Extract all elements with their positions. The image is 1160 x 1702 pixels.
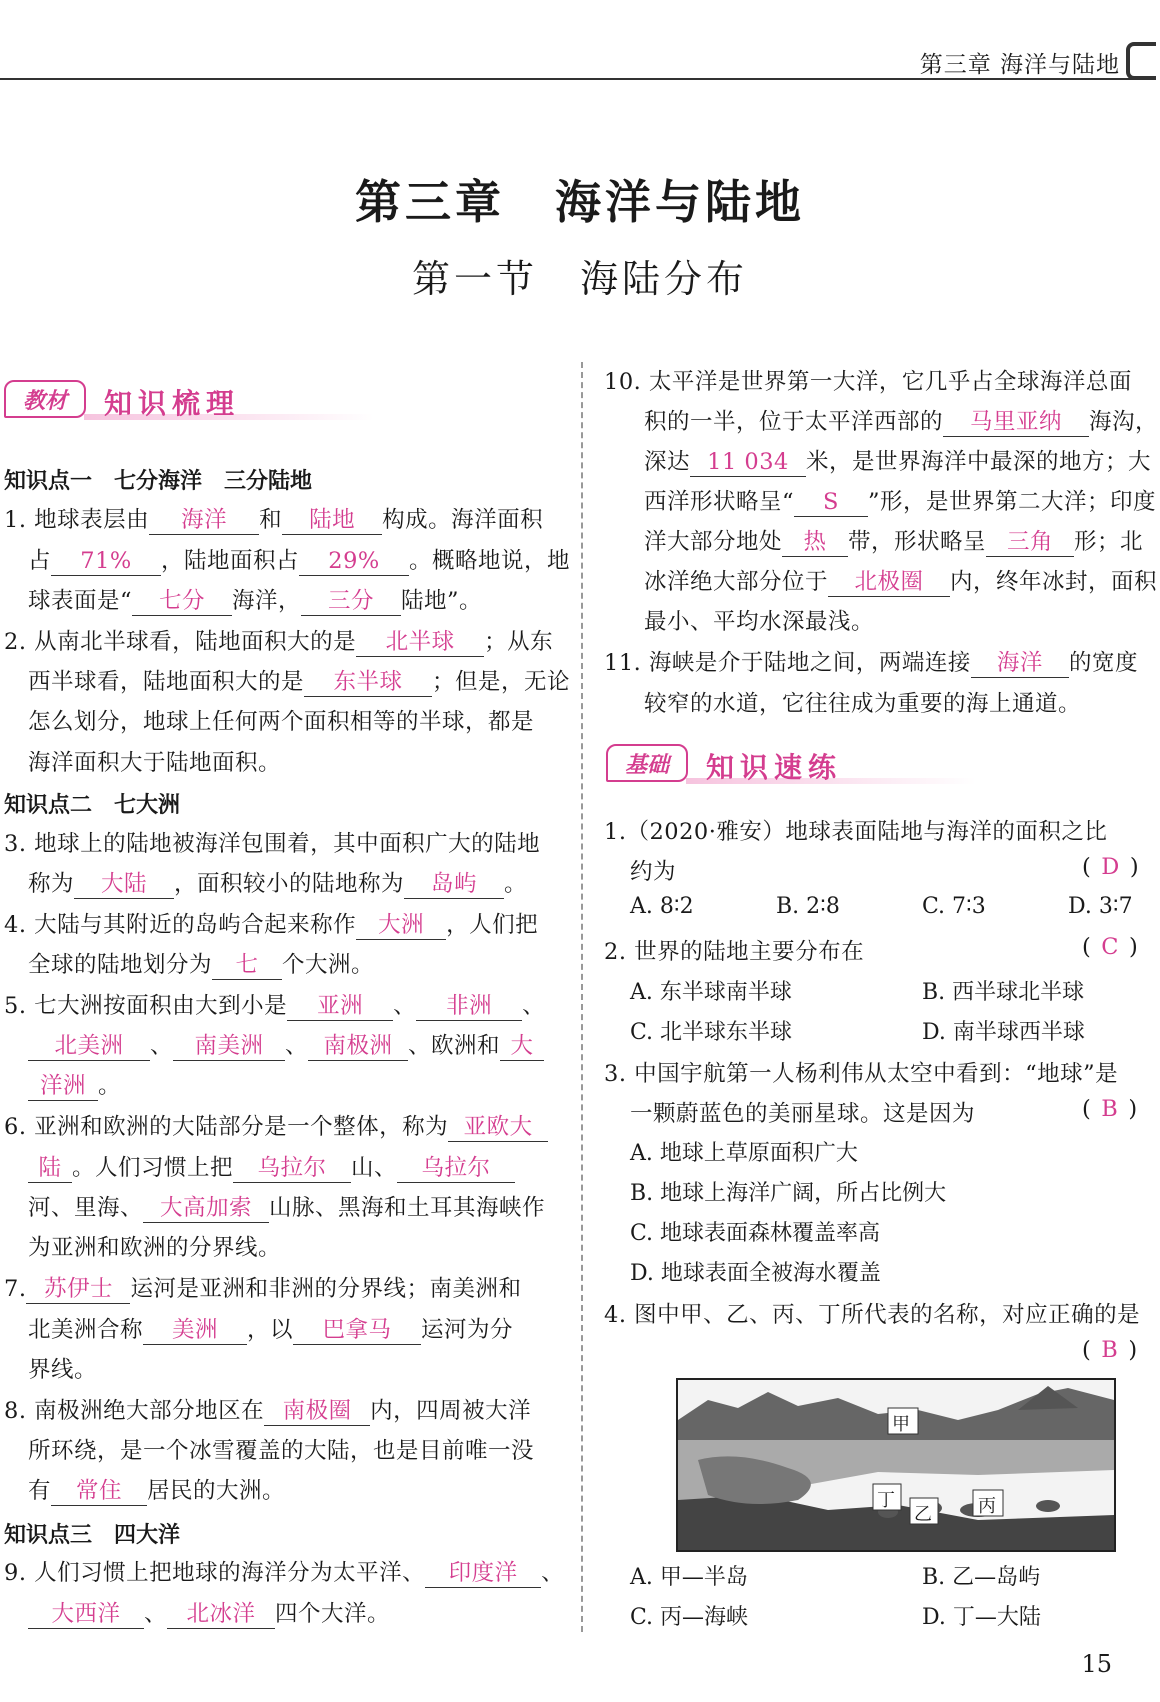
q10-text: 米，是世界海洋中最深的地方；大 xyxy=(806,449,1152,475)
figure-label-ding: 丁 xyxy=(877,1490,895,1511)
q10-line1: 10. 太平洋是世界第一大洋，它几乎占全球海洋总面 xyxy=(604,369,1132,395)
q6-line4: 为亚洲和欧洲的分界线。 xyxy=(28,1235,282,1261)
column-divider xyxy=(581,362,583,1632)
q9-text: 、 xyxy=(144,1601,168,1627)
q9-text: 、 xyxy=(541,1560,565,1586)
mc2-option-b: B. 西半球北半球 xyxy=(922,980,1085,1005)
section-mark-icon xyxy=(1126,42,1156,80)
q1-text: 和 xyxy=(259,507,283,533)
mc4-option-b: B. 乙—岛屿 xyxy=(922,1565,1041,1590)
q1-text: 海洋， xyxy=(232,588,302,614)
q10-fill: 11 034 xyxy=(690,449,806,477)
page-number: 15 xyxy=(1081,1650,1112,1678)
q6-text: 6. 亚洲和欧洲的大陆部分是一个整体，称为 xyxy=(4,1114,449,1140)
q4-text: 全球的陆地划分为 xyxy=(28,952,213,978)
q2-text: 2. 从南北半球看，陆地面积大的是 xyxy=(4,629,357,655)
q2-text: ；但是，无论 xyxy=(432,669,571,695)
q4-line2 xyxy=(28,947,374,980)
q6-fill: 乌拉尔 xyxy=(397,1155,515,1183)
q5-fill: 非洲 xyxy=(416,993,522,1021)
mc4-stem: 4. 图中甲、乙、丙、丁所代表的名称，对应正确的是 xyxy=(604,1302,1141,1328)
q6-line1 xyxy=(4,1109,548,1142)
banner-tag: 基础 xyxy=(606,744,688,782)
q10-fill: 北极圈 xyxy=(828,569,950,597)
landscape-figure xyxy=(676,1378,1116,1552)
q7-fill: 美洲 xyxy=(143,1317,247,1345)
q10-line2 xyxy=(644,404,1158,437)
mc3-option-a: A. 地球上草原面积广大 xyxy=(630,1141,858,1166)
q7-text: 运河为分 xyxy=(421,1317,514,1343)
q5-fill: 南美洲 xyxy=(173,1033,285,1061)
q9-line2 xyxy=(28,1596,390,1629)
q8-line2: 所环绕，是一个冰雪覆盖的大陆，也是目前唯一没 xyxy=(28,1438,535,1464)
q1-fill: 三分 xyxy=(301,588,401,616)
q1-fill: 七分 xyxy=(132,588,232,616)
q3-line1: 3. 地球上的陆地被海洋包围着，其中面积广大的陆地 xyxy=(4,831,541,857)
q1-line2 xyxy=(28,543,570,576)
q6-text: 山、 xyxy=(351,1155,398,1181)
q2-line2 xyxy=(28,664,570,697)
q9-fill: 印度洋 xyxy=(425,1560,541,1588)
mc1-stem: 1.（2020·雅安）地球表面陆地与海洋的面积之比 xyxy=(604,819,1108,845)
mc3-option-c: C. 地球表面森林覆盖率高 xyxy=(630,1221,881,1246)
q1-fill: 29% xyxy=(299,548,409,576)
q5-text: 5. 七大洲按面积由大到小是 xyxy=(4,993,288,1019)
q2-line1 xyxy=(4,624,553,657)
mc4-option-c: C. 丙—海峡 xyxy=(630,1605,749,1630)
q7-fill: 苏伊士 xyxy=(26,1276,130,1304)
q5-fill: 南极洲 xyxy=(308,1033,408,1061)
q8-text: 有 xyxy=(28,1478,52,1504)
q8-text: 8. 南极洲绝大部分地区在 xyxy=(4,1398,265,1424)
q5-text: 。 xyxy=(98,1073,122,1099)
q10-line5 xyxy=(644,524,1143,557)
page-header xyxy=(0,0,1160,82)
q10-text: 冰洋绝大部分位于 xyxy=(644,569,829,595)
q10-fill: 热 xyxy=(782,529,848,557)
mc4-answer-value: B xyxy=(1101,1337,1119,1363)
figure-label-yi: 乙 xyxy=(914,1504,932,1525)
q8-line3 xyxy=(28,1473,285,1506)
knowledge-point-3: 知识点三 四大洋 xyxy=(4,1523,181,1548)
mc1-answer: ( D ) xyxy=(1082,854,1140,880)
q7-text: ，以 xyxy=(247,1317,294,1343)
mc2-answer: ( C ) xyxy=(1082,934,1139,960)
q4-fill: 大洲 xyxy=(356,912,446,940)
q2-line4: 海洋面积大于陆地面积。 xyxy=(28,750,282,776)
q9-line1 xyxy=(4,1555,564,1588)
q6-line2 xyxy=(28,1150,515,1183)
q8-text: 内，四周被大洋 xyxy=(370,1398,532,1424)
q5-fill: 亚洲 xyxy=(287,993,393,1021)
q5-text: 、 xyxy=(393,993,417,1019)
q10-line3 xyxy=(644,444,1151,477)
q5-fill: 北美洲 xyxy=(28,1033,150,1061)
mc2-option-a: A. 东半球南半球 xyxy=(630,980,792,1005)
mc2-option-c: C. 北半球东半球 xyxy=(630,1020,793,1045)
q3-text: 称为 xyxy=(28,871,75,897)
q5-text: 、 xyxy=(150,1033,174,1059)
q7-fill: 巴拿马 xyxy=(293,1317,421,1345)
figure-label-jia: 甲 xyxy=(892,1414,910,1435)
q10-text: 西洋形状略呈“ xyxy=(644,489,795,515)
q6-fill: 陆 xyxy=(28,1155,72,1183)
q9-text: 四个大洋。 xyxy=(275,1601,391,1627)
banner-label: 知识梳理 xyxy=(104,387,241,420)
q11-text: 的宽度 xyxy=(1068,650,1138,676)
q4-fill: 七 xyxy=(212,952,282,980)
q4-text: 4. 大陆与其附近的岛屿合起来称作 xyxy=(4,912,357,938)
mc4-option-a: A. 甲—半岛 xyxy=(630,1565,748,1590)
q3-text: ，面积较小的陆地称为 xyxy=(174,871,405,897)
q10-fill: 马里亚纳 xyxy=(943,409,1089,437)
q1-text: ，陆地面积占 xyxy=(161,548,300,574)
knowledge-point-2: 知识点二 七大洲 xyxy=(4,793,181,818)
q2-fill: 北半球 xyxy=(356,629,484,657)
mc1-answer-value: D xyxy=(1101,854,1120,880)
q10-text: 形；北 xyxy=(1074,529,1144,555)
mc4-answer: ( B ) xyxy=(1082,1337,1138,1363)
q1-text: 构成。海洋面积 xyxy=(382,507,544,533)
q9-fill: 大西洋 xyxy=(28,1601,144,1629)
q1-fill: 海洋 xyxy=(149,507,259,535)
mc1-stem2: 约为 xyxy=(630,859,677,885)
mc3-option-d: D. 地球表面全被海水覆盖 xyxy=(630,1261,881,1286)
q10-text: ”形，是世界第二大洋；印度 xyxy=(868,489,1157,515)
q1-fill: 71% xyxy=(51,548,161,576)
q5-fill: 大 xyxy=(500,1033,544,1061)
mc3-stem2: 一颗蔚蓝色的美丽星球。这是因为 xyxy=(630,1101,976,1127)
section-title: 第一节 海陆分布 xyxy=(411,257,748,301)
q10-fill: 三角 xyxy=(986,529,1074,557)
q4-text: ，人们把 xyxy=(446,912,539,938)
banner-quick-practice xyxy=(606,742,976,786)
q10-text: 积的一半，位于太平洋西部的 xyxy=(644,409,944,435)
q6-fill: 亚欧大 xyxy=(448,1114,548,1142)
q1-text: 占 xyxy=(28,548,52,574)
q8-line1 xyxy=(4,1393,531,1426)
mc2-answer-value: C xyxy=(1101,934,1119,960)
q2-text: 西半球看，陆地面积大的是 xyxy=(28,669,305,695)
q2-line3: 怎么划分，地球上任何两个面积相等的半球，都是 xyxy=(28,709,535,735)
q10-text: 内，终年冰封，面积 xyxy=(950,569,1158,595)
q9-text: 9. 人们习惯上把地球的海洋分为太平洋、 xyxy=(4,1560,426,1586)
q2-fill: 东半球 xyxy=(304,669,432,697)
q6-text: 河、里海、 xyxy=(28,1195,144,1221)
q5-text: 、 xyxy=(522,993,546,1019)
q3-line2 xyxy=(28,866,527,899)
q10-line6 xyxy=(644,564,1157,597)
q10-line7: 最小、平均水深最浅。 xyxy=(644,609,875,635)
mc3-option-b: B. 地球上海洋广阔，所占比例大 xyxy=(630,1181,947,1206)
mc2-stem: 2. 世界的陆地主要分布在 xyxy=(604,939,865,965)
running-head: 第三章 海洋与陆地 xyxy=(919,52,1120,78)
q10-text: 海沟， xyxy=(1089,409,1159,435)
banner-tag: 教材 xyxy=(4,380,86,418)
q5-fill: 洋洲 xyxy=(28,1073,98,1101)
q8-fill: 常住 xyxy=(51,1478,147,1506)
mc1-option-d: D. 3∶7 xyxy=(1068,894,1133,919)
q11-fill: 海洋 xyxy=(971,650,1069,678)
mc1-option-a: A. 8∶2 xyxy=(630,894,694,919)
mc1-option-b: B. 2∶8 xyxy=(776,894,840,919)
q5-line1 xyxy=(4,988,545,1021)
banner-label: 知识速练 xyxy=(706,751,843,784)
q1-text: 陆地”。 xyxy=(401,588,483,614)
q11-text: 11. 海峡是介于陆地之间，两端连接 xyxy=(604,650,971,676)
mc3-answer-value: B xyxy=(1101,1096,1119,1122)
landscape-illustration xyxy=(678,1380,1114,1550)
q7-line1 xyxy=(4,1271,521,1304)
q7-text: 北美洲合称 xyxy=(28,1317,144,1343)
q4-line1 xyxy=(4,907,538,940)
mc2-option-d: D. 南半球西半球 xyxy=(922,1020,1085,1045)
q1-text: 1. 地球表层由 xyxy=(4,507,150,533)
mc3-stem: 3. 中国宇航第一人杨利伟从太空中看到：“地球”是 xyxy=(604,1061,1119,1087)
q11-line1 xyxy=(604,645,1138,678)
q8-text: 居民的大洲。 xyxy=(147,1478,286,1504)
q7-text: 运河是亚洲和非洲的分界线；南美洲和 xyxy=(130,1276,522,1302)
q1-line1 xyxy=(4,502,543,535)
q3-fill: 岛屿 xyxy=(404,871,504,899)
q3-text: 。 xyxy=(504,871,528,897)
q10-text: 带，形状略呈 xyxy=(848,529,987,555)
mc1-option-c: C. 7∶3 xyxy=(922,894,986,919)
q10-text: 深达 xyxy=(644,449,691,475)
knowledge-point-1: 知识点一 七分海洋 三分陆地 xyxy=(4,469,313,494)
mc3-answer: ( B ) xyxy=(1082,1096,1138,1122)
q1-fill: 陆地 xyxy=(282,507,382,535)
q1-text: 。概略地说，地 xyxy=(409,548,571,574)
q9-fill: 北冰洋 xyxy=(167,1601,275,1629)
chapter-title: 第三章 海洋与陆地 xyxy=(355,175,805,229)
q7-line3: 界线。 xyxy=(28,1357,98,1383)
q5-text: 、欧洲和 xyxy=(408,1033,501,1059)
q4-text: 个大洲。 xyxy=(282,952,375,978)
q6-line3 xyxy=(28,1190,545,1223)
q5-text: 、 xyxy=(285,1033,309,1059)
figure-label-bing: 丙 xyxy=(978,1496,996,1517)
q11-line2: 较窄的水道，它往往成为重要的海上通道。 xyxy=(644,691,1082,717)
q7-text: 7. xyxy=(4,1276,27,1302)
q6-fill: 乌拉尔 xyxy=(233,1155,351,1183)
banner-knowledge-review xyxy=(4,378,374,422)
q10-fill: S xyxy=(794,489,868,517)
q3-fill: 大陆 xyxy=(74,871,174,899)
q2-text: ；从东 xyxy=(484,629,554,655)
q7-line2 xyxy=(28,1312,513,1345)
mc4-option-d: D. 丁—大陆 xyxy=(922,1605,1041,1630)
q5-line3 xyxy=(28,1068,121,1101)
q6-fill: 大高加索 xyxy=(143,1195,269,1223)
q1-text: 球表面是“ xyxy=(28,588,133,614)
header-rule xyxy=(0,78,1140,80)
q6-text: 山脉、黑海和土耳其海峡作 xyxy=(269,1195,546,1221)
q1-line3 xyxy=(28,583,482,616)
q10-text: 洋大部分地处 xyxy=(644,529,783,555)
q5-line2 xyxy=(28,1028,544,1061)
q8-fill: 南极圈 xyxy=(264,1398,370,1426)
q6-text: 。人们习惯上把 xyxy=(72,1155,234,1181)
q10-line4 xyxy=(644,484,1156,517)
